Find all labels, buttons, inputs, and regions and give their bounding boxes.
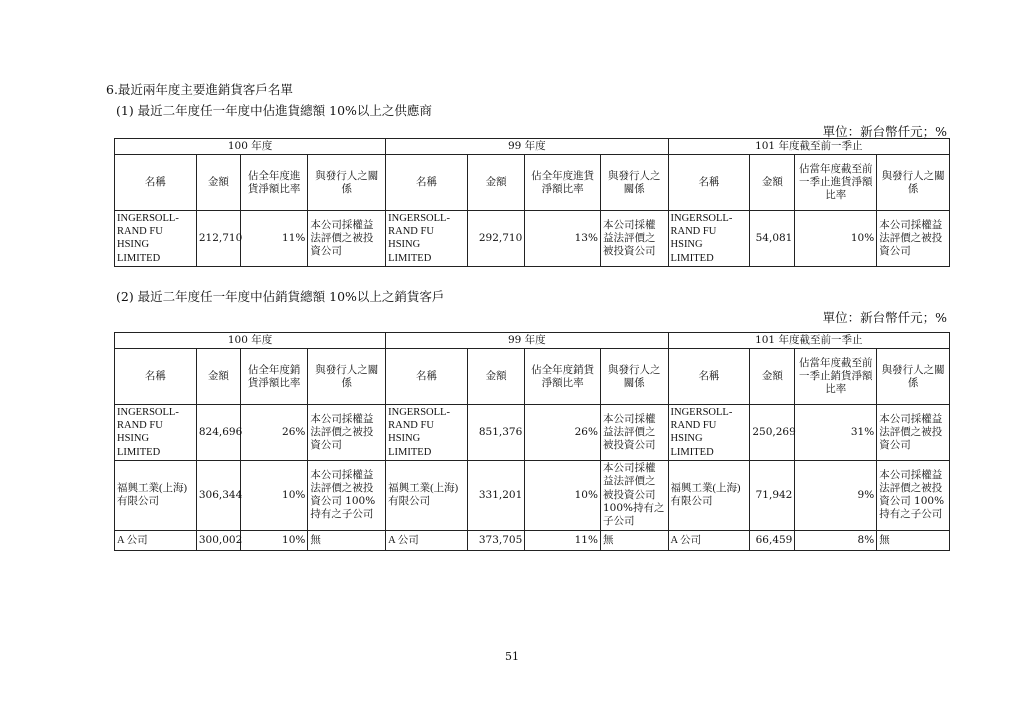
amount-cell: 306,344 [196,460,240,530]
amount-cell: 292,710 [467,211,524,267]
column-header: 與發行人之關係 [600,349,668,405]
relation-cell: 本公司採權益法評價之被投資公司 [308,211,386,267]
amount-cell: 250,269 [750,405,795,461]
name-cell: INGERSOLL-RAND FU HSING LIMITED [668,405,750,461]
amount-cell: 851,376 [467,405,524,461]
column-header: 金額 [196,349,240,405]
customer-subtitle: (2) 最近二年度任一年度中佔銷貨總額 10%以上之銷貨客戶 [116,289,445,304]
name-cell: 福興工業(上海)有限公司 [115,460,197,530]
relation-cell: 本公司採權益法評價之被投資公司 [600,405,668,461]
ratio-cell: 11% [240,211,308,267]
name-cell: A 公司 [115,530,197,550]
column-header: 金額 [750,349,795,405]
relation-cell: 本公司採權益法評價之被投資公司 100%持有之子公司 [308,460,386,530]
ratio-cell: 10% [240,460,308,530]
period-header: 101 年度截至前一季止 [668,139,949,155]
name-cell: INGERSOLL-RAND FU HSING LIMITED [668,211,750,267]
ratio-cell: 11% [525,530,601,550]
column-header: 名稱 [115,349,197,405]
column-header: 佔全年度銷貨淨額比率 [240,349,308,405]
table-row [115,460,950,530]
page-number: 51 [505,650,519,663]
relation-cell: 無 [877,530,950,550]
ratio-cell: 10% [795,211,877,267]
column-header: 佔全年度進貨淨額比率 [240,155,308,211]
relation-cell: 無 [308,530,386,550]
column-header: 金額 [467,155,524,211]
ratio-cell: 13% [525,211,601,267]
column-header: 佔全年度進貨淨額比率 [525,155,601,211]
period-header: 100 年度 [115,139,386,155]
column-header: 與發行人之關係 [600,155,668,211]
period-header: 101 年度截至前一季止 [668,333,949,349]
column-header: 與發行人之關係 [877,155,950,211]
name-cell: 福興工業(上海)有限公司 [386,460,468,530]
name-cell: A 公司 [668,530,750,550]
relation-cell: 本公司採權益法評價之被投資公司 100%持有之子公司 [877,460,950,530]
relation-cell: 本公司採權益法評價之被投資公司 100%持有之子公司 [600,460,668,530]
column-header: 金額 [196,155,240,211]
relation-cell: 無 [600,530,668,550]
amount-cell: 331,201 [467,460,524,530]
supplier-table [114,138,950,267]
period-header: 99 年度 [386,139,668,155]
column-header: 金額 [750,155,795,211]
column-header: 佔當年度截至前一季止銷貨淨額比率 [795,349,877,405]
supplier-subtitle: (1) 最近二年度任一年度中佔進貨總額 10%以上之供應商 [116,103,432,118]
ratio-cell: 31% [795,405,877,461]
ratio-cell: 26% [240,405,308,461]
amount-cell: 66,459 [750,530,795,550]
section-title: 6.最近兩年度主要進銷貨客戶名單 [106,82,293,97]
ratio-cell: 10% [240,530,308,550]
name-cell: A 公司 [386,530,468,550]
relation-cell: 本公司採權益法評價之被投資公司 [600,211,668,267]
column-header: 佔當年度截至前一季止進貨淨額比率 [795,155,877,211]
name-cell: INGERSOLL-RAND FU HSING LIMITED [115,405,197,461]
column-header: 與發行人之關係 [308,155,386,211]
relation-cell: 本公司採權益法評價之被投資公司 [877,405,950,461]
column-header: 金額 [467,349,524,405]
column-header: 與發行人之關係 [877,349,950,405]
column-header: 名稱 [115,155,197,211]
name-cell: INGERSOLL-RAND FU HSING LIMITED [386,211,468,267]
ratio-cell: 10% [525,460,601,530]
amount-cell: 373,705 [467,530,524,550]
column-header: 佔全年度銷貨淨額比率 [525,349,601,405]
amount-cell: 71,942 [750,460,795,530]
name-cell: 福興工業(上海)有限公司 [668,460,750,530]
table-row [115,530,950,550]
ratio-cell: 9% [795,460,877,530]
name-cell: INGERSOLL-RAND FU HSING LIMITED [115,211,197,267]
relation-cell: 本公司採權益法評價之被投資公司 [877,211,950,267]
ratio-cell: 26% [525,405,601,461]
column-header: 名稱 [386,155,468,211]
customer-table [114,332,950,551]
amount-cell: 300,002 [196,530,240,550]
column-header: 名稱 [668,155,750,211]
ratio-cell: 8% [795,530,877,550]
column-header: 與發行人之關係 [308,349,386,405]
period-header: 99 年度 [386,333,668,349]
supplier-unit: 單位：新台幣仟元；% [822,124,947,139]
table-row [115,405,950,461]
relation-cell: 本公司採權益法評價之被投資公司 [308,405,386,461]
amount-cell: 54,081 [750,211,795,267]
column-header: 名稱 [386,349,468,405]
customer-unit: 單位：新台幣仟元；% [822,310,947,325]
period-header: 100 年度 [115,333,386,349]
amount-cell: 824,696 [196,405,240,461]
table-row [115,211,950,267]
column-header: 名稱 [668,349,750,405]
amount-cell: 212,710 [196,211,240,267]
name-cell: INGERSOLL-RAND FU HSING LIMITED [386,405,468,461]
